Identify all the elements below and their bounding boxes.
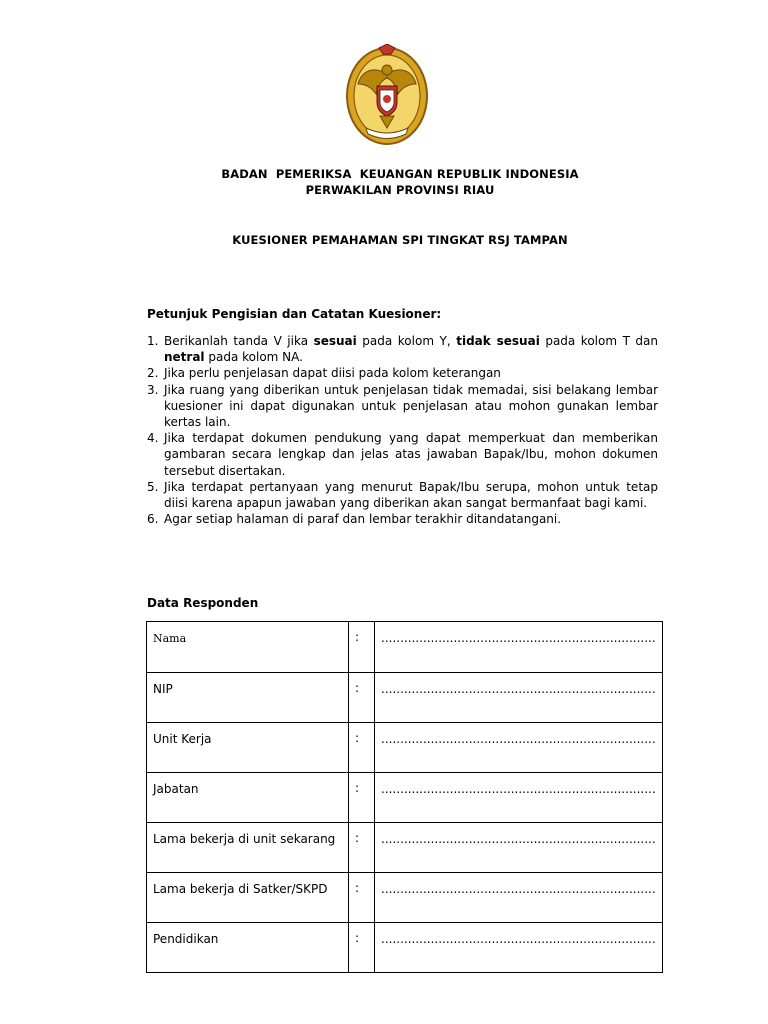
respondent-colon: : (349, 873, 375, 923)
respondent-colon: : (349, 923, 375, 973)
instruction-number: 4. (147, 431, 159, 446)
instruction-text: Jika terdapat dokumen pendukung yang dapat memperkuat dan memberikan gambaran secara lengkap dan jelas atas jawaban Bapak/Ibu, mohon dokumen tersebut disertakan. (164, 431, 658, 478)
respondent-field-label: Lama bekerja di Satker/SKPD (147, 873, 349, 923)
instruction-item (147, 382, 658, 431)
respondent-colon: : (349, 823, 375, 873)
instruction-number: 3. (147, 382, 159, 397)
respondent-colon: : (349, 773, 375, 823)
respondent-field-value[interactable]: ........................................................................ (375, 673, 663, 723)
institution-name: BADAN PEMERIKSA KEUANGAN REPUBLIK INDONESIA (221, 167, 579, 181)
instruction-number: 2. (147, 366, 159, 381)
instruction-text: pada kolom Y, (356, 334, 457, 348)
respondent-title: Data Responden (147, 596, 259, 610)
instruction-number: 1. (147, 334, 159, 348)
instruction-text: Agar setiap halaman di paraf dan lembar terakhir ditandatangani. (164, 512, 562, 527)
instruction-text: Jika ruang yang diberikan untuk penjelasan tidak memadai, sisi belakang lembar kuesioner ini dapat digunakan untuk penjelasan atau mohon gunakan lembar kertas lain. (164, 382, 658, 430)
respondent-field-label: Pendidikan (147, 923, 349, 973)
instruction-text: Jika perlu penjelasan dapat diisi pada kolom keterangan (164, 366, 501, 381)
respondent-row (147, 873, 663, 923)
respondent-field-value[interactable]: ........................................................................ (375, 923, 663, 973)
respondent-table (146, 621, 663, 973)
instruction-text: Berikanlah tanda V jika (164, 334, 314, 348)
instruction-text: pada kolom T dan (539, 334, 659, 348)
instruction-item (147, 365, 658, 381)
respondent-row (147, 622, 663, 673)
respondent-colon: : (349, 622, 375, 673)
garuda-emblem-icon (344, 44, 430, 148)
respondent-row (147, 923, 663, 973)
institution-branch: PERWAKILAN PROVINSI RIAU (305, 183, 495, 197)
respondent-colon: : (349, 723, 375, 773)
respondent-field-value[interactable]: ........................................................................ (375, 823, 663, 873)
respondent-field-value[interactable]: ........................................................................ (375, 873, 663, 923)
respondent-field-label: Unit Kerja (147, 723, 349, 773)
instruction-item (147, 511, 658, 527)
respondent-field-label: Nama (147, 622, 349, 673)
respondent-row (147, 723, 663, 773)
instruction-emphasis: sesuai (313, 334, 357, 348)
instruction-emphasis: tidak sesuai (456, 334, 540, 348)
instruction-text: Jika terdapat pertanyaan yang menurut Bapak/Ibu serupa, mohon untuk tetap diisi karena apapun jawaban yang diberikan akan sangat bermanfaat bagi kami. (164, 479, 658, 511)
instruction-text: pada kolom NA. (204, 350, 303, 365)
respondent-colon: : (349, 673, 375, 723)
respondent-row (147, 773, 663, 823)
instructions-title: Petunjuk Pengisian dan Catatan Kuesioner: (147, 307, 442, 321)
document-title: KUESIONER PEMAHAMAN SPI TINGKAT RSJ TAMPAN (232, 233, 568, 247)
respondent-field-value[interactable]: ........................................................................ (375, 773, 663, 823)
respondent-field-label: Jabatan (147, 773, 349, 823)
instruction-emphasis: netral (164, 350, 205, 365)
instruction-number: 5. (147, 479, 159, 494)
instruction-item (147, 430, 658, 479)
respondent-field-value[interactable]: ........................................................................ (375, 622, 663, 673)
instruction-number: 6. (147, 512, 159, 527)
respondent-field-value[interactable]: ........................................................................ (375, 723, 663, 773)
instruction-item (147, 333, 658, 365)
respondent-row (147, 823, 663, 873)
instructions-list (147, 333, 658, 527)
respondent-row (147, 673, 663, 723)
respondent-field-label: NIP (147, 673, 349, 723)
respondent-field-label: Lama bekerja di unit sekarang (147, 823, 349, 873)
instruction-item (147, 479, 658, 511)
